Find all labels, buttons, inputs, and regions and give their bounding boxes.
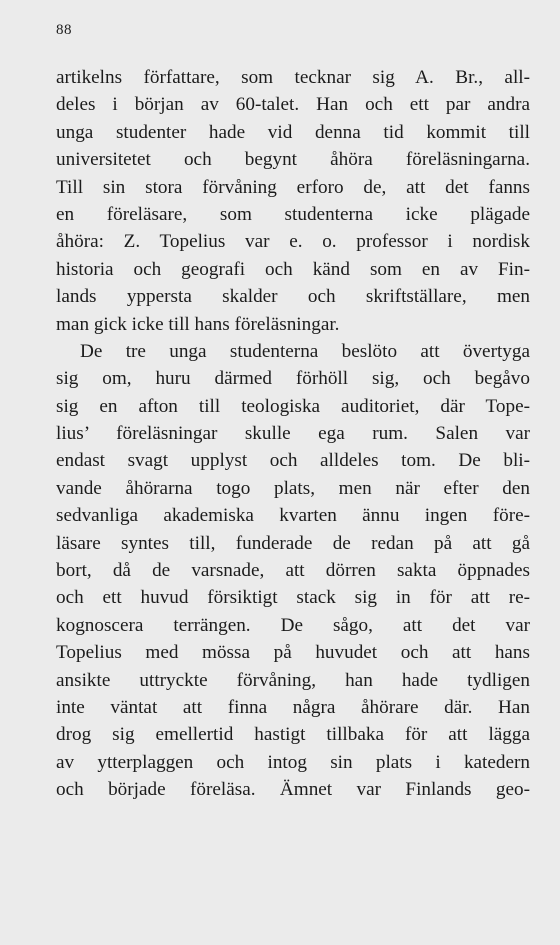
text-line: artikelns författare, som tecknar sig A. Br., all- <box>56 67 530 88</box>
text-line: bort, då de varsnade, att dörren sakta öppnades <box>56 560 530 582</box>
text-line: en föreläsare, som studenterna icke plägade <box>56 203 530 225</box>
text-line: De tre unga studenterna beslöto att övertyga <box>80 340 530 362</box>
text-line: drog sig emellertid hastigt tillbaka för att lägga <box>56 724 530 746</box>
text-line: lius’ föreläsningar skulle ega rum. Salen var <box>56 423 530 445</box>
text-line: man gick icke till hans föreläsningar. <box>56 313 340 335</box>
text-line: läsare syntes till, funderade de redan på att gå <box>56 532 530 554</box>
text-line: deles i början av 60-talet. Han och ett par andra <box>56 94 530 116</box>
page-number: 88 <box>56 22 72 38</box>
text-line: sedvanliga akademiska kvarten ännu ingen före- <box>56 505 530 527</box>
text-line: Topelius med mössa på huvudet och att hans <box>56 642 530 664</box>
text-line: vande åhörarna togo plats, men när efter den <box>56 477 530 499</box>
text-line: endast svagt upplyst och alldeles tom. De bli- <box>56 450 530 472</box>
text-line: lands yppersta skalder och skriftställare, men <box>56 286 530 308</box>
text-line: åhöra: Z. Topelius var e. o. professor i nordisk <box>56 231 530 253</box>
text-line: unga studenter hade vid denna tid kommit till <box>56 121 530 143</box>
text-line: av ytterplaggen och intog sin plats i katedern <box>56 751 530 773</box>
text-line: kognoscera terrängen. De sågo, att det var <box>56 614 530 636</box>
text-line: sig en afton till teologiska auditoriet, där Tope- <box>56 395 530 417</box>
text-line: sig om, huru därmed förhöll sig, och begåvo <box>56 368 530 390</box>
text-line: Till sin stora förvåning erforo de, att det fanns <box>56 176 530 198</box>
text-line: inte väntat att finna några åhörare där. Han <box>56 696 530 718</box>
text-line: universitetet och begynt åhöra föreläsningarna. <box>56 149 530 171</box>
text-line: ansikte uttryckte förvåning, han hade tydligen <box>56 669 530 691</box>
text-line: historia och geografi och känd som en av Fin- <box>56 258 530 280</box>
body-text <box>56 64 530 804</box>
text-line: och ett huvud försiktigt stack sig in för att re- <box>56 587 530 609</box>
text-line: och började föreläsa. Ämnet var Finlands geo- <box>56 779 530 801</box>
